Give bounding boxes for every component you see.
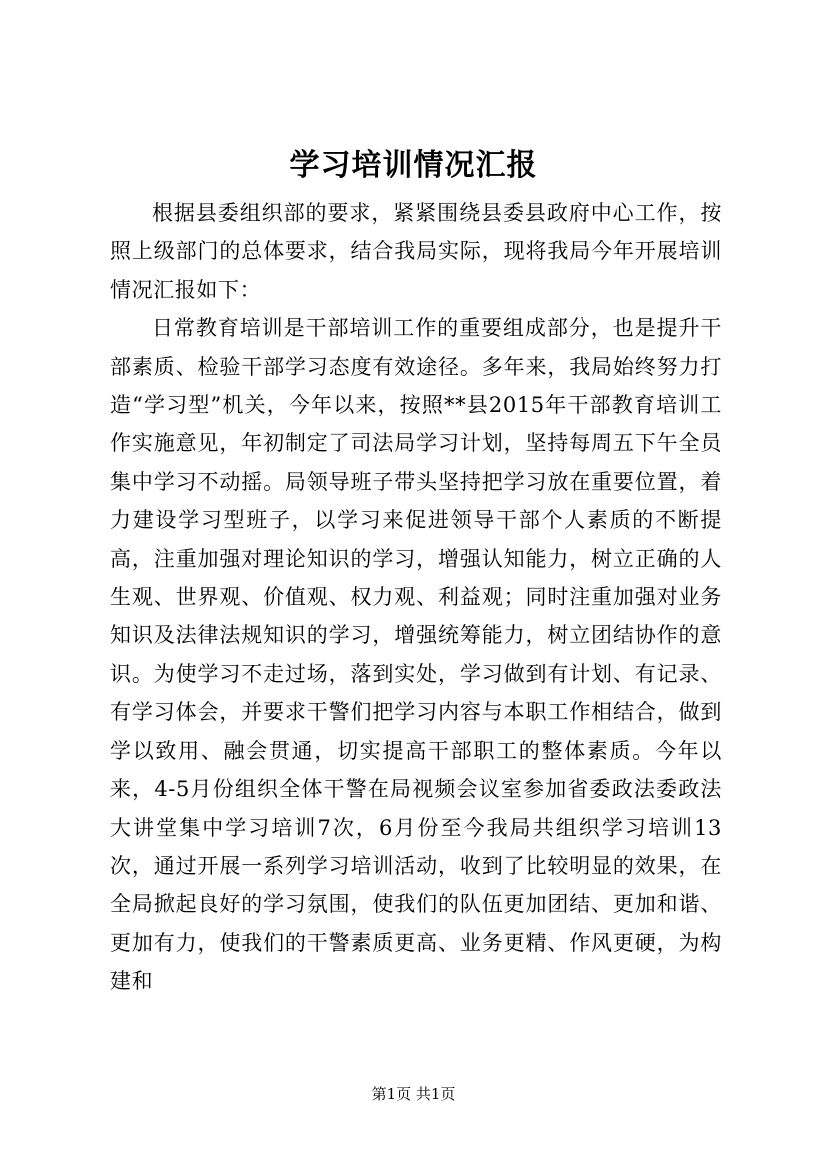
document-title: 学习培训情况汇报	[289, 148, 538, 183]
page-number-label: 第1页 共1页	[371, 1085, 456, 1103]
paragraph-intro: 根据县委组织部的要求，紧紧围绕县委县政府中心工作，按照上级部门的总体要求，结合我局实际，现将我局今年开展培训情况汇报如下：	[110, 201, 722, 302]
document-body	[110, 194, 722, 1001]
paragraph-main: 日常教育培训是干部培训工作的重要组成部分，也是提升干部素质、检验干部学习态度有效途径。多年来，我局始终努力打造“学习型”机关，今年以来，按照**县2015年干部教育培训工作实施意见，年初制定了司法局学习计划，坚持每周五下午全员集中学习不动摇。局领导班子带头坚持把学习放在重要位置，着力建设学习型班子，以学习来促进领导干部个人素质的不断提高，注重加强对理论知识的学习，增强认知能力，树立正确的人生观、世界观、价值观、权力观、利益观；同时注重加强对业务知识及法律法规知识的学习，增强统筹能力，树立团结协作的意识。为使学习不走过场，落到实处，学习做到有计划、有记录、有学习体会，并要求干警们把学习内容与本职工作相结合，做到学以致用、融会贯通，切实提高干部职工的整体素质。今年以来，4-5月份组织全体干警在局视频会议室参加省委政法委政法大讲堂集中学习培训7次，6月份至今我局共组织学习培训13次，通过开展一系列学习培训活动，收到了比较明显的效果，在全局掀起良好的学习氛围，使我们的队伍更加团结、更加和谐、更加有力，使我们的干警素质更高、业务更精、作风更硬，为构建和	[110, 316, 722, 994]
page-footer	[0, 1084, 827, 1104]
